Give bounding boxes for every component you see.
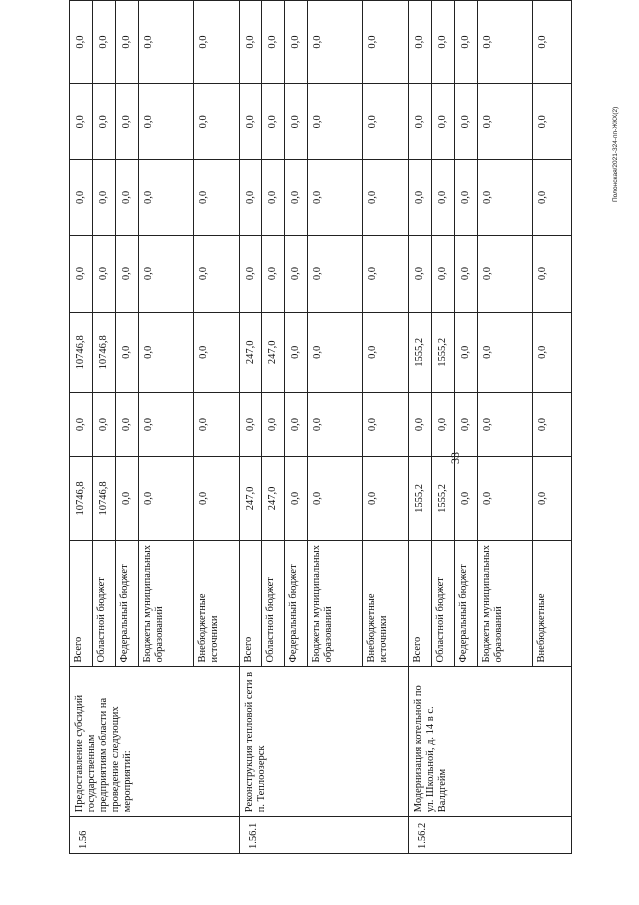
- amount-cell: 0,0: [308, 312, 363, 393]
- funding-source: Федеральный бюджет: [285, 540, 308, 666]
- amount-cell: 0,0: [409, 393, 432, 457]
- item-code: 1.56.2: [409, 817, 572, 854]
- amount-cell: 0,0: [455, 456, 478, 540]
- funding-source: Внебюджетные источники: [194, 540, 240, 666]
- funding-source: Всего: [409, 540, 432, 666]
- amount-cell: 247,0: [262, 456, 285, 540]
- amount-cell: 0,0: [533, 84, 572, 160]
- amount-cell: 0,0: [533, 456, 572, 540]
- amount-cell: 10746,8: [93, 312, 116, 393]
- amount-cell: 1555,2: [432, 312, 455, 393]
- funding-source: Областной бюджет: [432, 540, 455, 666]
- amount-cell: 0,0: [240, 1, 262, 84]
- amount-cell: 0,0: [363, 235, 409, 312]
- amount-cell: 0,0: [70, 160, 93, 235]
- amount-cell: 0,0: [533, 312, 572, 393]
- amount-cell: 0,0: [116, 1, 139, 84]
- amount-cell: 0,0: [285, 84, 308, 160]
- funding-source: Всего: [70, 540, 93, 666]
- item-code: 1.56: [70, 817, 240, 854]
- amount-cell: 0,0: [240, 235, 262, 312]
- amount-cell: 10746,8: [70, 456, 93, 540]
- amount-cell: 0,0: [308, 393, 363, 457]
- amount-cell: 0,0: [285, 160, 308, 235]
- amount-cell: 0,0: [363, 84, 409, 160]
- amount-cell: 0,0: [478, 312, 533, 393]
- amount-cell: 247,0: [240, 456, 262, 540]
- document-footer-code: Полонская/2021-324-пп-ЖКХ(2): [612, 106, 619, 202]
- funding-source: Внебюджетные источники: [363, 540, 409, 666]
- amount-cell: 0,0: [240, 160, 262, 235]
- amount-cell: 0,0: [478, 456, 533, 540]
- amount-cell: 0,0: [70, 84, 93, 160]
- funding-source: Федеральный бюджет: [455, 540, 478, 666]
- amount-cell: 0,0: [194, 84, 240, 160]
- funding-source: Бюджеты муниципальных образований: [139, 540, 194, 666]
- amount-cell: 0,0: [116, 456, 139, 540]
- amount-cell: 247,0: [262, 312, 285, 393]
- amount-cell: 0,0: [116, 312, 139, 393]
- amount-cell: 0,0: [478, 84, 533, 160]
- amount-cell: 247,0: [240, 312, 262, 393]
- amount-cell: 0,0: [409, 235, 432, 312]
- page-number: 33: [448, 452, 462, 464]
- amount-cell: 0,0: [308, 84, 363, 160]
- amount-cell: 0,0: [70, 1, 93, 84]
- amount-cell: 0,0: [533, 393, 572, 457]
- amount-cell: 0,0: [116, 235, 139, 312]
- amount-cell: 0,0: [455, 393, 478, 457]
- amount-cell: 0,0: [285, 312, 308, 393]
- amount-cell: 0,0: [455, 160, 478, 235]
- amount-cell: 0,0: [285, 1, 308, 84]
- amount-cell: 0,0: [308, 1, 363, 84]
- amount-cell: 0,0: [194, 160, 240, 235]
- amount-cell: 0,0: [432, 393, 455, 457]
- amount-cell: 0,0: [455, 84, 478, 160]
- funding-source: Бюджеты муниципальных образований: [478, 540, 533, 666]
- amount-cell: 0,0: [194, 1, 240, 84]
- amount-cell: 0,0: [139, 160, 194, 235]
- amount-cell: 0,0: [139, 312, 194, 393]
- amount-cell: 0,0: [93, 393, 116, 457]
- funding-source: Федеральный бюджет: [116, 540, 139, 666]
- amount-cell: 0,0: [240, 393, 262, 457]
- table-body: [70, 1, 572, 854]
- amount-cell: 0,0: [262, 393, 285, 457]
- funding-source: Всего: [240, 540, 262, 666]
- item-name: Реконструкция тепловой сети в п. Теплоозерск: [240, 667, 409, 817]
- funding-source: Внебюджетные: [533, 540, 572, 666]
- amount-cell: 0,0: [308, 235, 363, 312]
- table-row: [240, 1, 262, 854]
- amount-cell: 0,0: [262, 84, 285, 160]
- amount-cell: 0,0: [139, 84, 194, 160]
- table-row: [70, 1, 93, 854]
- funding-source: Областной бюджет: [93, 540, 116, 666]
- amount-cell: 0,0: [93, 160, 116, 235]
- amount-cell: 0,0: [93, 84, 116, 160]
- amount-cell: 0,0: [455, 312, 478, 393]
- amount-cell: 0,0: [285, 456, 308, 540]
- amount-cell: 0,0: [262, 160, 285, 235]
- amount-cell: 0,0: [93, 235, 116, 312]
- item-name: Модернизация котельной по ул. Школьной, д. 14 в с. Валдгейм: [409, 667, 572, 817]
- amount-cell: 10746,8: [93, 456, 116, 540]
- amount-cell: 0,0: [308, 160, 363, 235]
- amount-cell: 0,0: [533, 235, 572, 312]
- amount-cell: 0,0: [455, 1, 478, 84]
- amount-cell: 0,0: [409, 84, 432, 160]
- budget-table: [69, 0, 572, 854]
- amount-cell: 0,0: [262, 1, 285, 84]
- amount-cell: 0,0: [363, 312, 409, 393]
- amount-cell: 0,0: [533, 1, 572, 84]
- item-code: 1.56.1: [240, 817, 409, 854]
- amount-cell: 0,0: [285, 235, 308, 312]
- amount-cell: 0,0: [432, 160, 455, 235]
- amount-cell: 0,0: [533, 160, 572, 235]
- amount-cell: 1555,2: [409, 312, 432, 393]
- amount-cell: 0,0: [478, 393, 533, 457]
- amount-cell: 0,0: [478, 160, 533, 235]
- funding-source: Бюджеты муниципальных образований: [308, 540, 363, 666]
- amount-cell: 0,0: [139, 456, 194, 540]
- amount-cell: 0,0: [194, 393, 240, 457]
- funding-source: Областной бюджет: [262, 540, 285, 666]
- item-name: Предоставление субсидий государственным предприятиям области на проведение следующих мероприятий:: [70, 667, 240, 817]
- amount-cell: 0,0: [455, 235, 478, 312]
- amount-cell: 0,0: [363, 393, 409, 457]
- amount-cell: 0,0: [432, 235, 455, 312]
- amount-cell: 0,0: [194, 312, 240, 393]
- amount-cell: 0,0: [70, 235, 93, 312]
- amount-cell: 0,0: [432, 1, 455, 84]
- amount-cell: 0,0: [285, 393, 308, 457]
- amount-cell: 0,0: [139, 1, 194, 84]
- amount-cell: 10746,8: [70, 312, 93, 393]
- amount-cell: 0,0: [116, 84, 139, 160]
- amount-cell: 0,0: [363, 1, 409, 84]
- amount-cell: 0,0: [194, 456, 240, 540]
- amount-cell: 0,0: [478, 1, 533, 84]
- amount-cell: 0,0: [262, 235, 285, 312]
- amount-cell: 0,0: [363, 160, 409, 235]
- amount-cell: 0,0: [308, 456, 363, 540]
- amount-cell: 0,0: [194, 235, 240, 312]
- amount-cell: 0,0: [409, 160, 432, 235]
- amount-cell: 1555,2: [432, 456, 455, 540]
- amount-cell: 1555,2: [409, 456, 432, 540]
- amount-cell: 0,0: [70, 393, 93, 457]
- amount-cell: 0,0: [139, 235, 194, 312]
- table-row: [409, 1, 432, 854]
- amount-cell: 0,0: [116, 160, 139, 235]
- amount-cell: 0,0: [478, 235, 533, 312]
- amount-cell: 0,0: [139, 393, 194, 457]
- amount-cell: 0,0: [363, 456, 409, 540]
- amount-cell: 0,0: [432, 84, 455, 160]
- amount-cell: 0,0: [116, 393, 139, 457]
- amount-cell: 0,0: [409, 1, 432, 84]
- amount-cell: 0,0: [240, 84, 262, 160]
- amount-cell: 0,0: [93, 1, 116, 84]
